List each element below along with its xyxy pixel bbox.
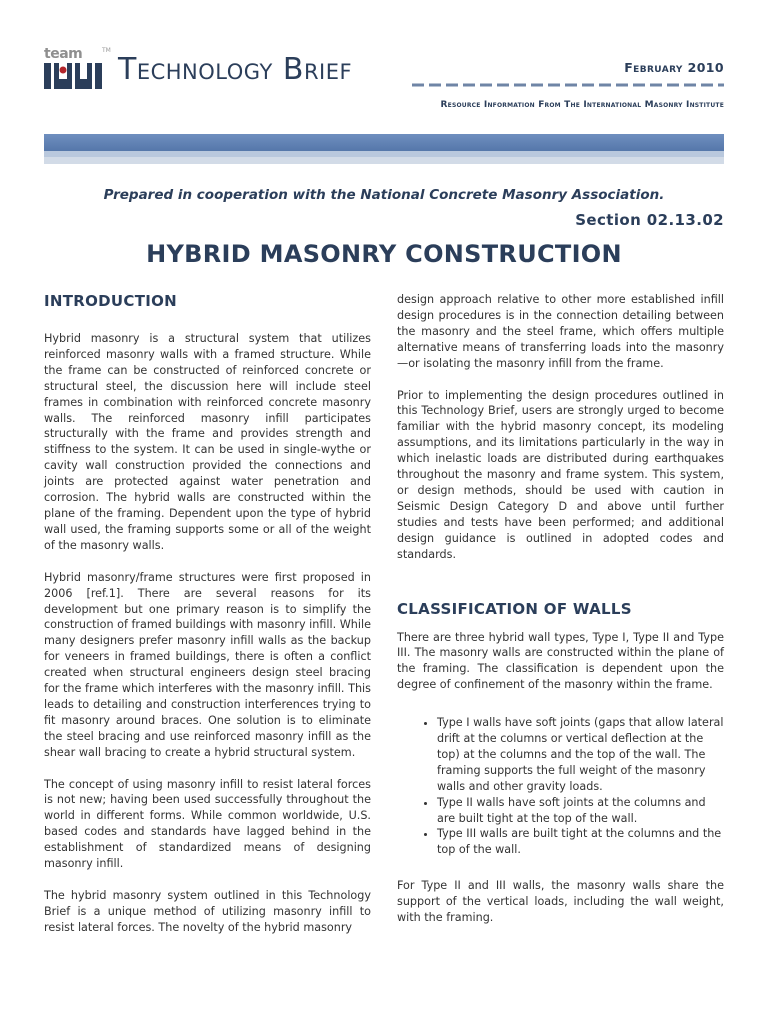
intro-paragraph-1: Hybrid masonry is a structural system that utilizes reinforced masonry walls with a framed structure. While the frame can be constructed of reinforced concrete or structural steel, the discussion here will include steel frames in combination with reinforced concrete masonry walls. The reinforced masonry infill participates structurally with the frame and provides strength and stiffness to the system. It can be used in single-wythe or cavity wall construction provided the connections and joints are protected against water penetration and corrosion. The hybrid walls are constructed within the plane of the framing. Dependent upon the type of hybrid wall used, the framing supports some or all of the weight of the masonry walls.	[44, 332, 371, 552]
section-number: Section 02.13.02	[575, 211, 724, 229]
intro-paragraph-2: Hybrid masonry/frame structures were first proposed in 2006 [ref.1]. There are several reasons for its development but one primary reason is to simplify the construction of framed buildings with masonry infill. While many designers prefer masonry infill walls as the backup for veneers in framed buildings, there is often a conflict created when structural engineers design steel bracing for the frame which interferes with the masonry infill. This leads to detailing and construction interferences trying to fit masonry around braces. One solution is to eliminate the steel bracing and use reinforced masonry infill as the shear wall bracing to create a hybrid structural system.	[44, 570, 371, 759]
brief-title: Technology Brief	[118, 52, 353, 87]
imi-logo	[44, 46, 111, 92]
intro-paragraph-3: The concept of using masonry infill to resist lateral forces is not new; having been used successfully throughout the world in different forms. While common worldwide, U.S. based codes and standards have lagged behind in the establishment of standardized means of designing masonry infill.	[44, 777, 371, 871]
header-dash-rule	[412, 82, 724, 88]
wall-types-list	[397, 715, 724, 858]
classification-heading: CLASSIFICATION OF WALLS	[397, 599, 632, 618]
list-item: • Type II walls have soft joints at the columns and are built tight at the top of the wall.	[437, 795, 724, 827]
logo-trademark: TM	[102, 47, 111, 54]
document-title: HYBRID MASONRY CONSTRUCTION	[146, 240, 622, 268]
logo-team-text: team	[44, 46, 83, 62]
right-column	[397, 292, 724, 942]
header-subtitle: Resource Information From The International Masonry Institute	[440, 100, 724, 110]
left-column	[44, 292, 371, 952]
introduction-heading: INTRODUCTION	[44, 292, 178, 310]
classification-closing: For Type II and III walls, the masonry walls share the support of the vertical loads, including the wall weight, with the framing.	[397, 879, 724, 925]
prepared-statement: Prepared in cooperation with the National Concrete Masonry Association.	[103, 187, 665, 203]
prior-implementation-paragraph: Prior to implementing the design procedures outlined in this Technology Brief, users are strongly urged to become familiar with the hybrid masonry concept, its modeling assumptions, and its limitations particularly in the way in which inelastic loads are distributed during earthquakes throughout the masonry and frame system. This system, or design methods, should be used with caution in Seismic Design Category D and above until further studies and tests have been performed; and additional design guidance is outlined in adopted codes and standards.	[397, 388, 724, 561]
intro-continued-paragraph: design approach relative to other more established infill design procedures is in the connection detailing between the masonry and the steel frame, which offers multiple alternative means of transferring loads into the masonry—or isolating the masonry infill from the frame.	[397, 293, 724, 370]
header-banner	[44, 134, 724, 164]
list-item: • Type I walls have soft joints (gaps that allow lateral drift at the columns or vertical deflection at the top) at the columns and the top of the wall. The framing supports the full weight of the masonry walls and other gravity loads.	[437, 715, 724, 795]
list-item: • Type III walls are built tight at the columns and the top of the wall.	[437, 826, 724, 858]
imi-logo-mark-icon	[44, 63, 102, 89]
publication-date: February 2010	[624, 60, 724, 75]
intro-paragraph-4: The hybrid masonry system outlined in this Technology Brief is a unique method of utilizing masonry infill to resist lateral forces. The novelty of the hybrid masonry	[44, 889, 371, 934]
classification-intro: There are three hybrid wall types, Type I, Type II and Type III. The masonry walls are constructed within the plane of the framing. The classification is dependent upon the degree of confinement of the masonry within the frame.	[397, 630, 724, 692]
